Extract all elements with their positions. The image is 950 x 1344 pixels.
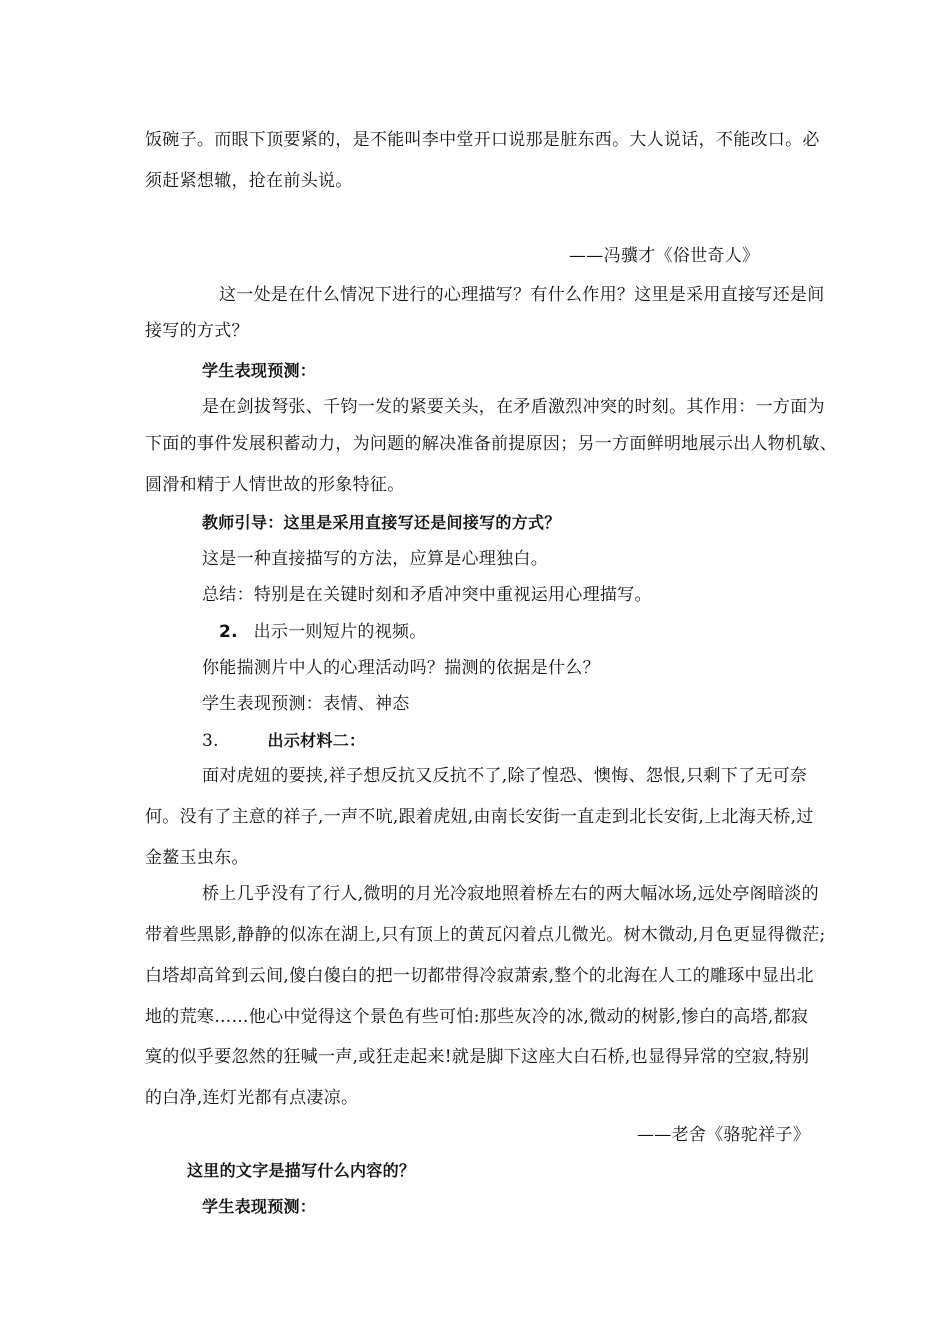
summary-line: 总结：特别是在关键时刻和矛盾冲突中重视运用心理描写。	[202, 585, 652, 605]
prediction-line: 圆滑和精于人情世故的形象特征。	[145, 475, 405, 495]
material-line: 带着些黑影,静静的似冻在湖上,只有顶上的黄瓦闪着点儿微光。树木微动,月色更显得微茫;	[145, 925, 826, 945]
question-line: 这一处是在什么情况下进行的心理描写？有什么作用？这里是采用直接写还是间	[219, 285, 825, 305]
material-line: 白塔却高耸到云间,傻白傻白的把一切都带得冷寂萧索,整个的北海在人工的雕琢中显出北	[145, 966, 814, 986]
list-item-2	[219, 620, 427, 644]
prediction-line: 学生表现预测：表情、神态	[202, 694, 410, 714]
prediction-line: 是在剑拔弩张、千钧一发的紧要关头，在矛盾激烈冲突的时刻。其作用：一方面为	[202, 397, 825, 417]
teacher-guide-heading: 教师引导：这里是采用直接写还是间接写的方式？	[202, 513, 561, 532]
material-line: 面对虎妞的要挟,祥子想反抗又反抗不了,除了惶恐、懊悔、怨恨,只剩下了无可奈	[202, 766, 808, 786]
prediction-line: 下面的事件发展积蓄动力，为问题的解决准备前提原因；另一方面鲜明地展示出人物机敏、	[145, 434, 837, 454]
paragraph-line: 须赶紧想辙，抢在前头说。	[145, 171, 353, 191]
list-text: 出示一则短片的视频。	[253, 622, 427, 642]
material-line: 金鳌玉虫东。	[145, 848, 249, 868]
list-number: 2.	[219, 622, 238, 642]
list-text: 出示材料二：	[267, 731, 366, 750]
material-line: 寞的似乎要忽然的狂喊一声,或狂走起来!就是脚下这座大白石桥,也显得异常的空寂,特别	[145, 1047, 810, 1067]
prediction-heading: 学生表现预测：	[202, 1197, 317, 1216]
material-line: 的白净,连灯光都有点凄凉。	[145, 1088, 359, 1108]
material-line: 地的荒寒……他心中觉得这个景色有些可怕:那些灰冷的冰,微动的树影,惨白的高塔,都寂	[145, 1007, 809, 1027]
source-attribution: ——老舍《骆驼祥子》	[637, 1125, 810, 1145]
list-item-3	[202, 729, 365, 753]
material-line: 何。没有了主意的祥子,一声不吭,跟着虎妞,由南长安街一直走到北长安街,上北海天桥,过	[145, 807, 814, 827]
prediction-heading: 学生表现预测：	[202, 361, 317, 380]
list-number: 3.	[202, 731, 219, 751]
question-heading: 这里的文字是描写什么内容的？	[187, 1161, 416, 1180]
question-line: 你能揣测片中人的心理活动吗？揣测的依据是什么？	[202, 658, 600, 678]
source-attribution: ——冯骥才《俗世奇人》	[569, 246, 760, 266]
paragraph-line: 饭碗子。而眼下顶要紧的，是不能叫李中堂开口说那是脏东西。大人说话，不能改口。必	[145, 130, 820, 150]
question-line: 接写的方式？	[145, 321, 249, 341]
answer-line: 这是一种直接描写的方法，应算是心理独白。	[202, 549, 548, 569]
material-line: 桥上几乎没有了行人,微明的月光冷寂地照着桥左右的两大幅冰场,远处亭阁暗淡的	[202, 884, 819, 904]
